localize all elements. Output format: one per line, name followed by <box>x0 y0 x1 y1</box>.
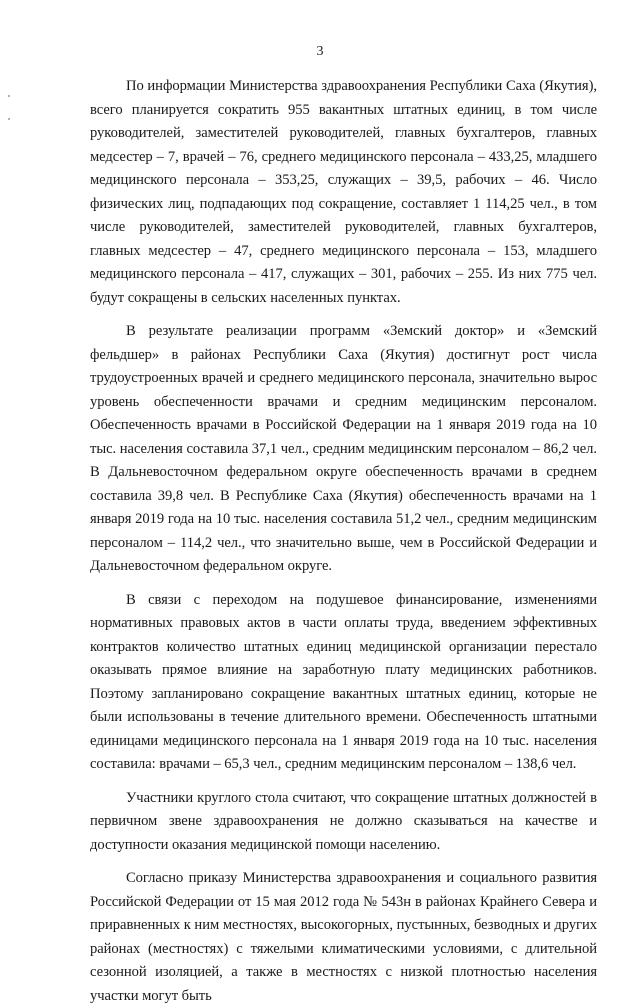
margin-speck <box>8 95 10 97</box>
paragraph-staff-reduction: По информации Министерства здравоохранения Республики Саха (Якутия), всего планируется сократить 955 вакантных штатных единиц, в том числе руководителей, заместителей руководителей, главных бухгалтеров, главных медсестер – 7, врачей – 76, среднего медицинского персонала – 433,25, младшего медицинского персонала – 353,25, служащих – 39,5, рабочих – 46. Число физических лиц, подпадающих под сокращение, составляет 1 114,25 чел., в том числе руководителей, заместителей руководителей, главных бухгалтеров, главных медсестер – 47, среднего медицинского персонала – 153, младшего медицинского персонала – 417, служащих – 301, рабочих – 255. Из них 775 чел. будут сокращены в сельских населенных пунктах. <box>90 78 597 306</box>
paragraph-per-capita-financing: В связи с переходом на подушевое финансирование, изменениями нормативных правовых актов в части оплаты труда, введением эффективных контрактов количество штатных единиц медицинской организации перестало оказывать прямое влияние на заработную плату медицинских работников. Поэтому запланировано сокращение вакантных штатных единиц, которые не были использованы в течение длительного времени. Обеспеченность штатными единицами медицинского персонала на 1 января 2019 года на 10 тыс. населения составила: врачами – 65,3 чел., средним медицинским персоналом – 138,6 чел. <box>90 591 597 772</box>
paragraph-ministry-order: Согласно приказу Министерства здравоохранения и социального развития Российской Федерации от 15 мая 2012 года № 543н в районах Крайнего Севера и приравненных к ним местностях, высокогорных, пустынных, безводных и других районах (местностях) с тяжелыми климатическими условиями, с длительной сезонной изоляцией, а также в местностях с низкой плотностью населения участки могут быть <box>90 870 597 1004</box>
margin-speck <box>8 118 10 120</box>
document-body <box>90 75 597 1008</box>
paragraph-zemsky-programs: В результате реализации программ «Земский доктор» и «Земский фельдшер» в районах Республики Саха (Якутия) достигнут рост числа трудоустроенных врачей и среднего медицинского персонала, значительно вырос уровень обеспеченности врачами и средним медицинским персоналом. Обеспеченность врачами в Российской Федерации на 1 января 2019 года на 10 тыс. населения составила 37,1 чел., средним медицинским персоналом – 86,2 чел. В Дальневосточном федеральном округе обеспеченность врачами в среднем составила 39,8 чел. В Республике Саха (Якутия) обеспеченность врачами на 1 января 2019 года на 10 тыс. населения составила 51,2 чел., средним медицинским персоналом – 114,2 чел., что значительно выше, чем в Российской Федерации и Дальневосточном федеральном округе. <box>90 323 597 574</box>
paragraph-roundtable-opinion: Участники круглого стола считают, что сокращение штатных должностей в первичном звене здравоохранения не должно сказываться на качестве и доступности оказания медицинской помощи населению. <box>90 789 597 853</box>
page-number: 3 <box>316 44 324 59</box>
